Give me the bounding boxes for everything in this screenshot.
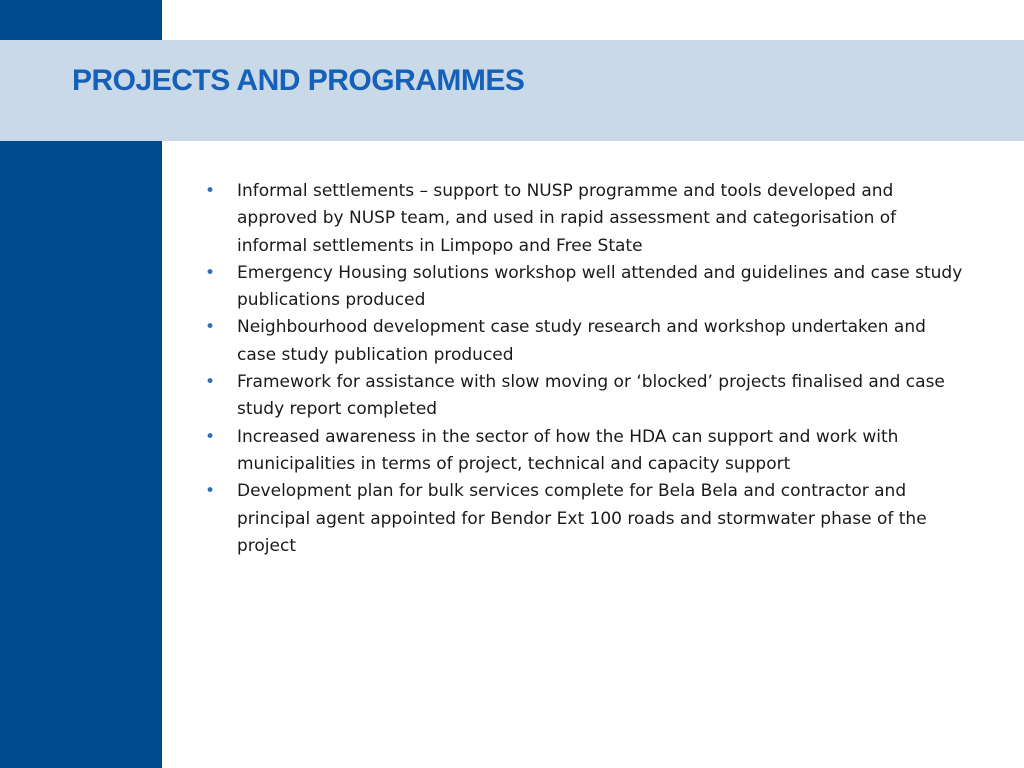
slide-title: PROJECTS AND PROGRAMMES — [72, 64, 525, 97]
bullet-item — [205, 424, 965, 479]
bullet-text: Informal settlements – support to NUSP programme and tools developed and approved by NUSP team, and used in rapid assessment and categorisation of informal settlements in Limpopo and Free State — [237, 181, 897, 256]
bullet-text: Development plan for bulk services complete for Bela Bela and contractor and principal agent appointed for Bendor Ext 100 roads and stormwater phase of the project — [237, 481, 927, 556]
bullet-item — [205, 178, 965, 260]
bullet-text: Framework for assistance with slow moving or ‘blocked’ projects finalised and case study report completed — [237, 372, 945, 420]
bullet-dot-icon: • — [205, 426, 216, 447]
bullet-item — [205, 478, 965, 560]
bullet-text: Emergency Housing solutions workshop well attended and guidelines and case study publications produced — [237, 262, 963, 311]
bullet-dot-icon: • — [205, 372, 216, 393]
bullet-item — [205, 260, 965, 315]
bullet-item — [205, 369, 965, 424]
bullet-text: Increased awareness in the sector of how the HDA can support and work with municipalities in terms of project, technical and capacity support — [237, 426, 899, 474]
bullet-dot-icon: • — [205, 481, 216, 502]
bullet-dot-icon: • — [205, 262, 216, 283]
bullet-item — [205, 314, 965, 369]
bullet-text: Neighbourhood development case study research and workshop undertaken and case study publication produced — [237, 317, 926, 365]
bullet-dot-icon: • — [205, 181, 216, 201]
bullet-list — [205, 178, 965, 560]
bullet-dot-icon: • — [205, 317, 216, 338]
